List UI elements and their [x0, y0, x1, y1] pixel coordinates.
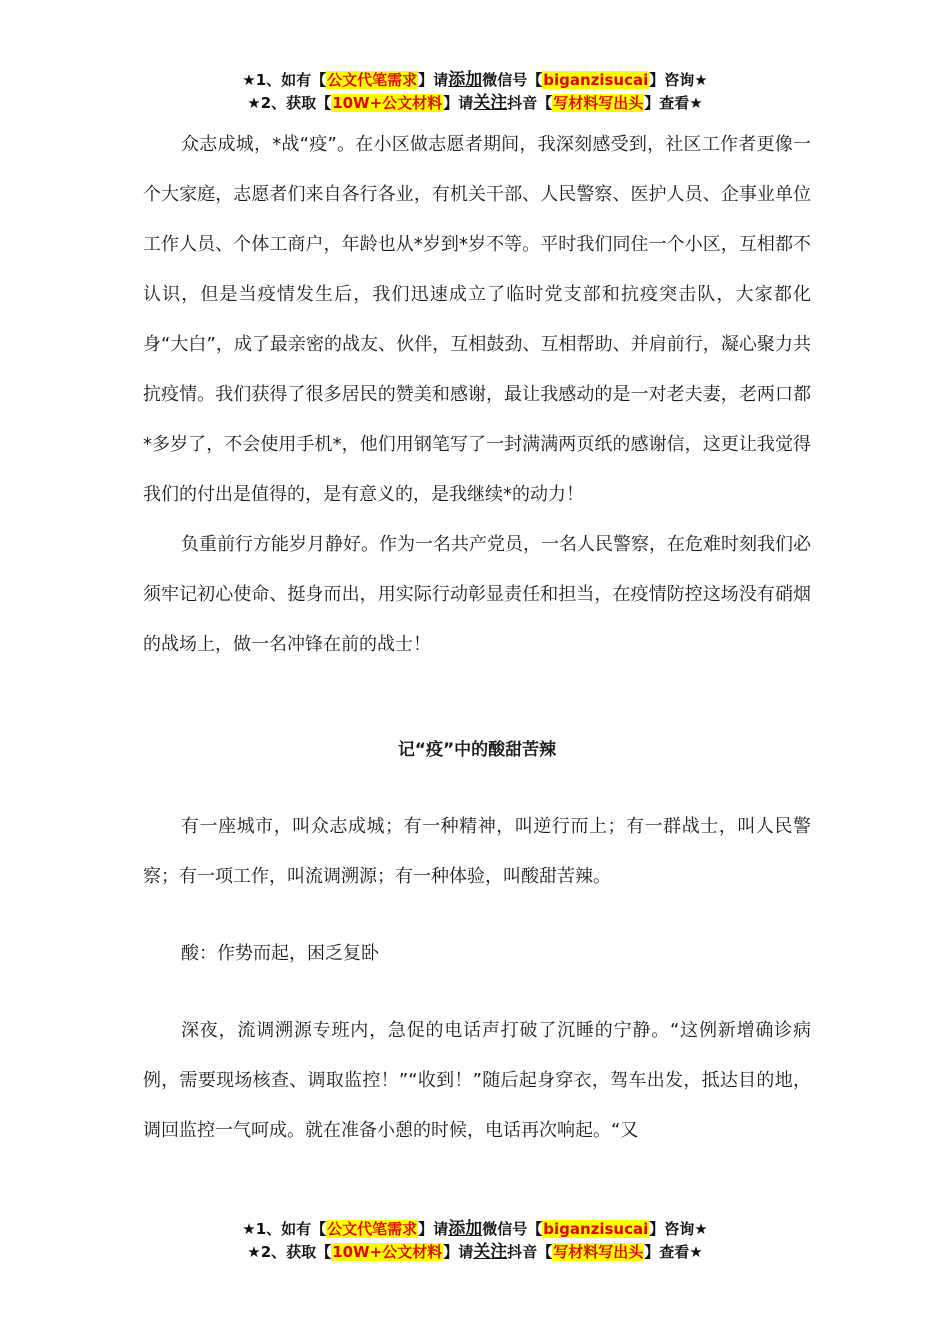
highlight-wechat-id: biganzisucai: [543, 71, 649, 89]
banner-line-2: ★2、获取【10W+公文材料】请关注抖音【写材料写出头】查看★: [247, 93, 703, 113]
highlight-service: 公文代笔需求: [327, 1220, 418, 1238]
spacer: [143, 670, 811, 725]
highlight-wechat-id: biganzisucai: [543, 1220, 649, 1238]
paragraph-3: 有一座城市，叫众志成城；有一种精神，叫逆行而上；有一群战士，叫人民警察；有一项工作，叫流调溯源；有一种体验，叫酸甜苦辣。: [143, 816, 811, 887]
section-title: 记“疫”中的酸甜苦辣: [397, 740, 557, 760]
spacer: [143, 979, 811, 1006]
highlight-douyin: 写材料写出头: [553, 94, 644, 112]
footer-banner: [0, 1218, 950, 1264]
banner-line-2: ★2、获取【10W+公文材料】请关注抖音【写材料写出头】查看★: [247, 1242, 703, 1262]
spacer: [143, 775, 811, 802]
highlight-service: 公文代笔需求: [327, 71, 418, 89]
banner-line-1: ★1、如有【公文代笔需求】请添加微信号【biganzisucai】咨询★: [242, 1219, 708, 1239]
highlight-douyin: 写材料写出头: [553, 1243, 644, 1261]
highlight-materials: 10W+公文材料: [332, 1243, 443, 1261]
header-banner: [0, 69, 950, 115]
paragraph-5: 深夜，流调溯源专班内，急促的电话声打破了沉睡的宁静。“这例新增确诊病例，需要现场核查、调取监控！”“收到！”随后起身穿衣，驾车出发，抵达目的地，调回监控一气呵成。就在准备小憩的时候，电话再次响起。“又: [143, 1020, 811, 1141]
spacer: [143, 902, 811, 929]
paragraph-1: 众志成城，*战“疫”。在小区做志愿者期间，我深刻感受到，社区工作者更像一个大家庭，志愿者们来自各行各业，有机关干部、人民警察、医护人员、企事业单位工作人员、个体工商户，年龄也从*岁到*岁不等。平时我们同住一个小区，互相都不认识，但是当疫情发生后，我们迅速成立了临时党支部和抗疫突击队，大家都化身“大白”，成了最亲密的战友、伙伴，互相鼓劲、互相帮助、并肩前行，凝心聚力共抗疫情。我们获得了很多居民的赞美和感谢，最让我感动的是一对老夫妻，老两口都*多岁了，不会使用手机*，他们用钢笔写了一封满满两页纸的感谢信，这更让我觉得我们的付出是值得的，是有意义的，是我继续*的动力！: [143, 134, 811, 505]
highlight-materials: 10W+公文材料: [332, 94, 443, 112]
subheading-sour: 酸：作势而起，困乏复卧: [181, 943, 379, 964]
document-body: [143, 120, 811, 1156]
banner-line-1: ★1、如有【公文代笔需求】请添加微信号【biganzisucai】咨询★: [242, 70, 708, 90]
paragraph-2: 负重前行方能岁月静好。作为一名共产党员，一名人民警察，在危难时刻我们必须牢记初心使命、挺身而出，用实际行动彰显责任和担当，在疫情防控这场没有硝烟的战场上，做一名冲锋在前的战士！: [143, 534, 811, 655]
